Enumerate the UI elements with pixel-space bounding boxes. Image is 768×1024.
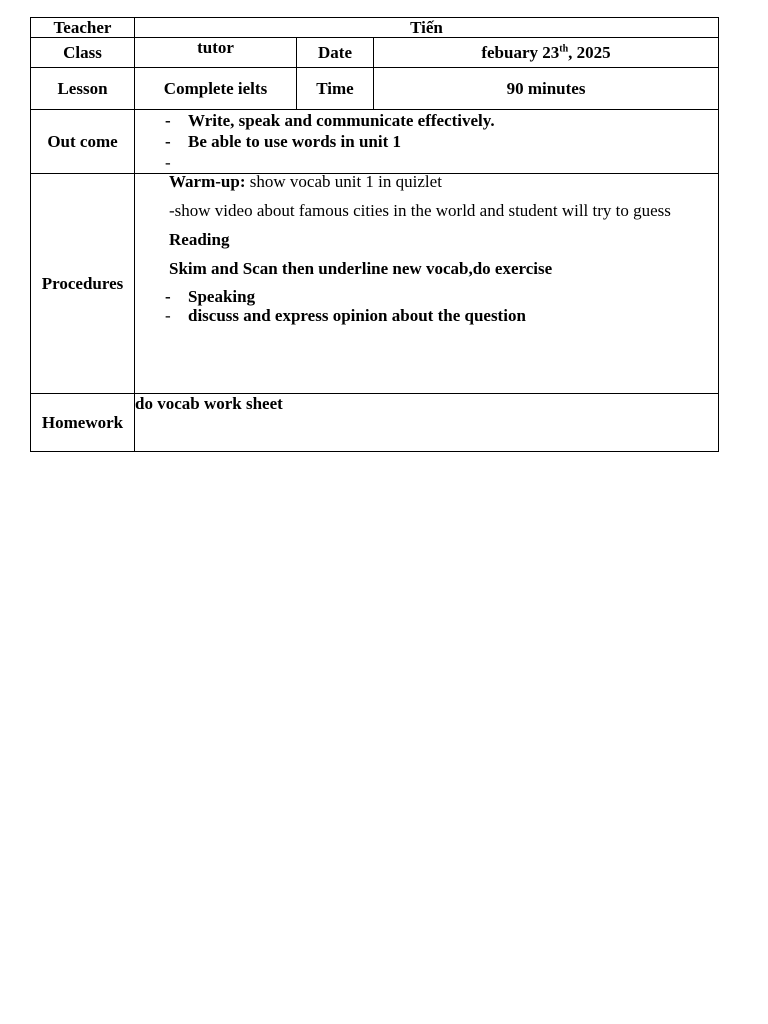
reading-paragraph: Skim and Scan then underline new vocab,do exercise — [169, 259, 553, 278]
date-value-year: , 2025 — [568, 42, 611, 62]
lesson-row — [31, 68, 719, 110]
homework-value: do vocab work sheet — [135, 394, 719, 452]
bullet-dash: - — [165, 111, 171, 130]
bullet-dash: - — [165, 306, 171, 325]
bullet-dash: - — [165, 153, 171, 172]
warmup-paragraph — [169, 172, 718, 192]
date-value — [374, 38, 719, 68]
outcome-item — [135, 110, 718, 131]
procedures-content — [135, 172, 718, 279]
outcome-label: Out come — [31, 110, 135, 174]
lesson-plan-table — [30, 17, 719, 452]
warmup-text: show vocab unit 1 in quizlet — [245, 172, 442, 191]
procedures-label: Procedures — [31, 174, 135, 394]
time-label: Time — [297, 68, 374, 110]
video-paragraph: -show video about famous cities in the world and student will try to guess — [169, 201, 671, 220]
warmup-title: Warm-up: — [169, 172, 246, 191]
date-value-sup: th — [559, 42, 569, 54]
time-value: 90 minutes — [374, 68, 719, 110]
teacher-row — [31, 18, 719, 38]
outcome-item-text: Be able to use words in unit 1 — [188, 132, 401, 151]
procedure-list-item — [135, 287, 718, 306]
lesson-value: Complete ielts — [135, 68, 297, 110]
procedure-list-item — [135, 306, 718, 325]
procedure-list-text: Speaking — [188, 287, 256, 306]
outcome-cell — [135, 110, 719, 174]
outcome-item — [135, 131, 718, 152]
teacher-value: Tiến — [135, 18, 719, 38]
procedures-cell — [135, 174, 719, 394]
bullet-dash: - — [165, 287, 171, 306]
reading-title: Reading — [169, 230, 230, 249]
class-value: tutor — [135, 38, 297, 68]
teacher-label: Teacher — [31, 18, 135, 38]
date-value-main: febuary 23 — [481, 42, 560, 62]
date-label: Date — [297, 38, 374, 68]
outcome-item-text: Write, speak and communicate effectively. — [188, 111, 495, 130]
procedure-list-text: discuss and express opinion about the question — [188, 306, 526, 325]
outcome-row — [31, 110, 719, 174]
bullet-dash: - — [165, 132, 171, 151]
procedures-row — [31, 174, 719, 394]
homework-row — [31, 394, 719, 452]
class-label: Class — [31, 38, 135, 68]
class-row — [31, 38, 719, 68]
homework-label: Homework — [31, 394, 135, 452]
lesson-label: Lesson — [31, 68, 135, 110]
